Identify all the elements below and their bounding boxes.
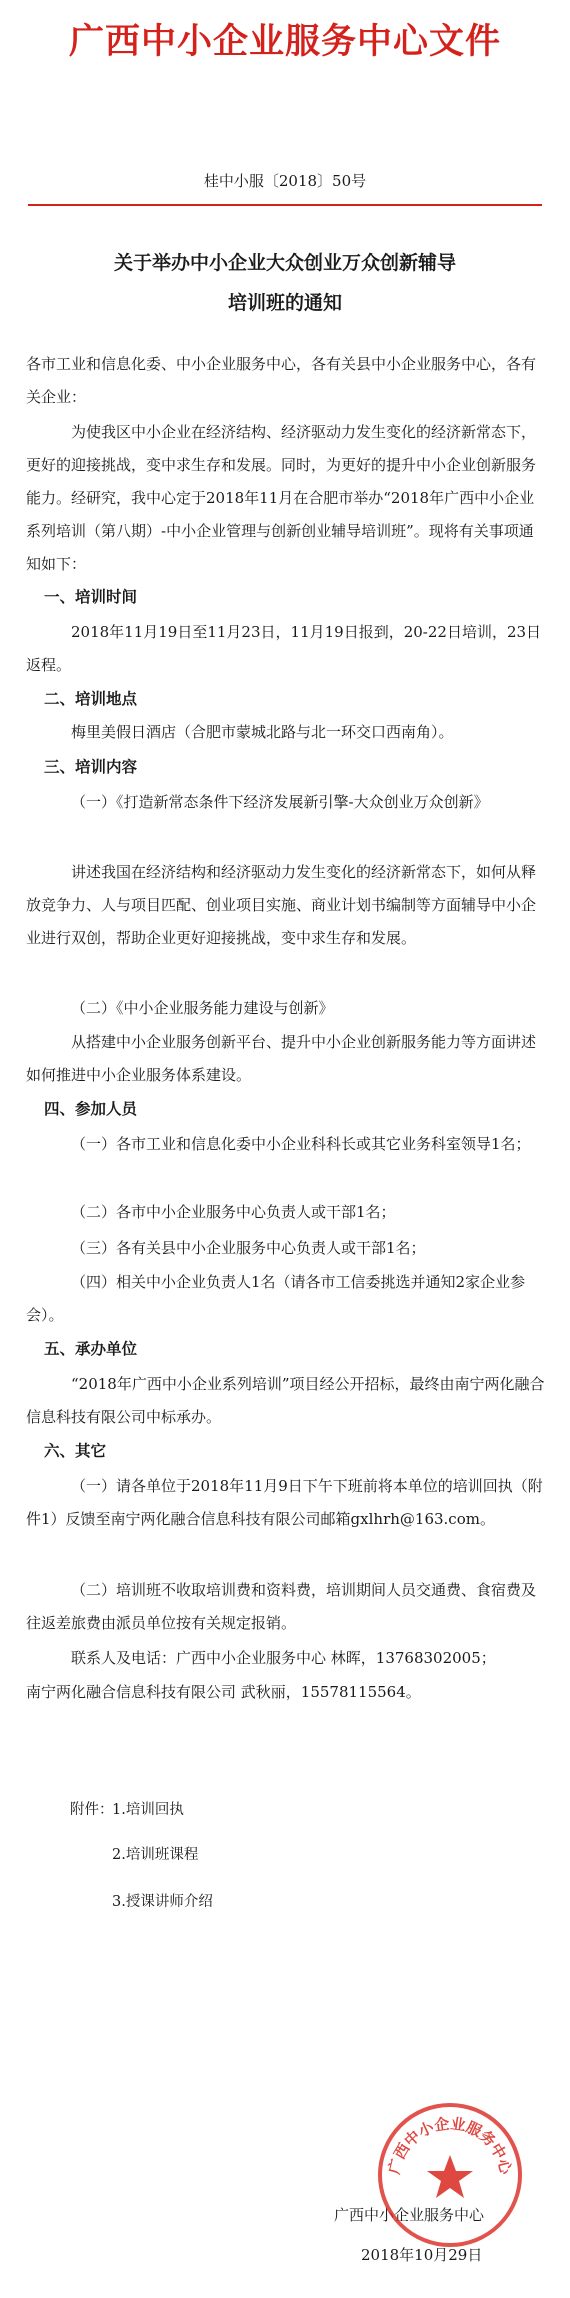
attachment-item: 3.授课讲师介绍 xyxy=(112,1894,213,1910)
seal-star-icon xyxy=(427,2155,473,2198)
section2-heading: 二、培训地点 xyxy=(44,689,138,708)
section4-item1: （一）各市工业和信息化委中小企业科科长或其它业务科室领导1名； xyxy=(71,1135,531,1153)
section5-text: “2018年广西中小企业系列培训”项目经公开招标，最终由南宁两化融合信息科技有限公司中标承办。 xyxy=(26,1375,545,1426)
addressee: 各市工业和信息化委、中小企业服务中心，各有关县中小企业服务中心，各有关企业： xyxy=(26,355,537,406)
section4-heading: 四、参加人员 xyxy=(44,1099,138,1118)
red-divider xyxy=(28,204,542,206)
header-title: 广西中小企业服务中心文件 xyxy=(68,22,501,62)
notice-title-line2: 培训班的通知 xyxy=(227,292,342,314)
section3-item1-text: 讲述我国在经济结构和经济驱动力发生变化的经济新常态下，如何从释放竞争力、人与项目匹配、创业项目实施、商业计划书编制等方面辅导中小企业进行双创，帮助企业更好迎接挑战，变中求生存和发展。 xyxy=(26,863,537,947)
section3-item2-text: 从搭建中小企业服务创新平台、提升中小企业创新服务能力等方面讲述如何推进中小企业服务体系建设。 xyxy=(26,1033,537,1084)
section5-heading: 五、承办单位 xyxy=(44,1339,138,1358)
section6-heading: 六、其它 xyxy=(44,1441,107,1460)
official-seal xyxy=(375,2100,525,2250)
section3-heading: 三、培训内容 xyxy=(44,757,138,776)
attachment-item: 2.培训班课程 xyxy=(112,1847,199,1863)
section3-item2-title: （二）《中小企业服务能力建设与创新》 xyxy=(71,999,334,1017)
section1-heading: 一、培训时间 xyxy=(44,587,138,606)
section4-item2: （二）各市中小企业服务中心负责人或干部1名； xyxy=(71,1203,396,1221)
section6-item2: （二）培训班不收取培训费和资料费，培训期间人员交通费、食宿费及往返差旅费由派员单位按有关规定报销。 xyxy=(26,1581,537,1632)
section4-item4: （四）相关中小企业负责人1名（请各市工信委挑选并通知2家企业参会）。 xyxy=(26,1273,526,1324)
document-number: 桂中小服〔2018〕50号 xyxy=(203,172,367,190)
section3-item1-title: （一）《打造新常态条件下经济发展新引擎-大众创业万众创新》 xyxy=(71,793,489,811)
section2-text: 梅里美假日酒店（合肥市蒙城北路与北一环交口西南角）。 xyxy=(71,723,454,741)
contact-line2: 南宁两化融合信息科技有限公司 武秋丽，15578115564。 xyxy=(26,1683,421,1701)
intro-paragraph: 为使我区中小企业在经济结构、经济驱动力发生变化的经济新常态下，更好的迎接挑战，变中求生存和发展。同时，为更好的提升中小企业创新服务能力。经研究，我中心定于2018年11月在合肥市举办“2018年广西中小企业系列培训（第八期）-中小企业管理与创新创业辅导培训班”。现将有关事项通知如下： xyxy=(26,423,537,573)
contact-line1: 联系人及电话：广西中小企业服务中心 林晖，13768302005； xyxy=(71,1649,496,1667)
signature-date: 2018年10月29日 xyxy=(361,2246,483,2264)
signature-org: 广西中小企业服务中心 xyxy=(334,2206,485,2224)
seal-text: 广西中小企业服务中心 xyxy=(385,2114,515,2176)
section4-item3: （三）各有关县中小企业服务中心负责人或干部1名； xyxy=(71,1239,426,1257)
attachment-item: 1.培训回执 xyxy=(112,1802,184,1818)
section1-text: 2018年11月19日至11月23日，11月19日报到，20-22日培训，23日返程。 xyxy=(26,623,542,674)
section6-item1: （一）请各单位于2018年11月9日下午下班前将本单位的培训回执（附件1）反馈至南宁两化融合信息科技有限公司邮箱gxlhrh@163.com。 xyxy=(26,1477,543,1528)
attachments-label: 附件： xyxy=(70,1802,114,1818)
notice-title-line1: 关于举办中小企业大众创业万众创新辅导 xyxy=(113,252,456,274)
